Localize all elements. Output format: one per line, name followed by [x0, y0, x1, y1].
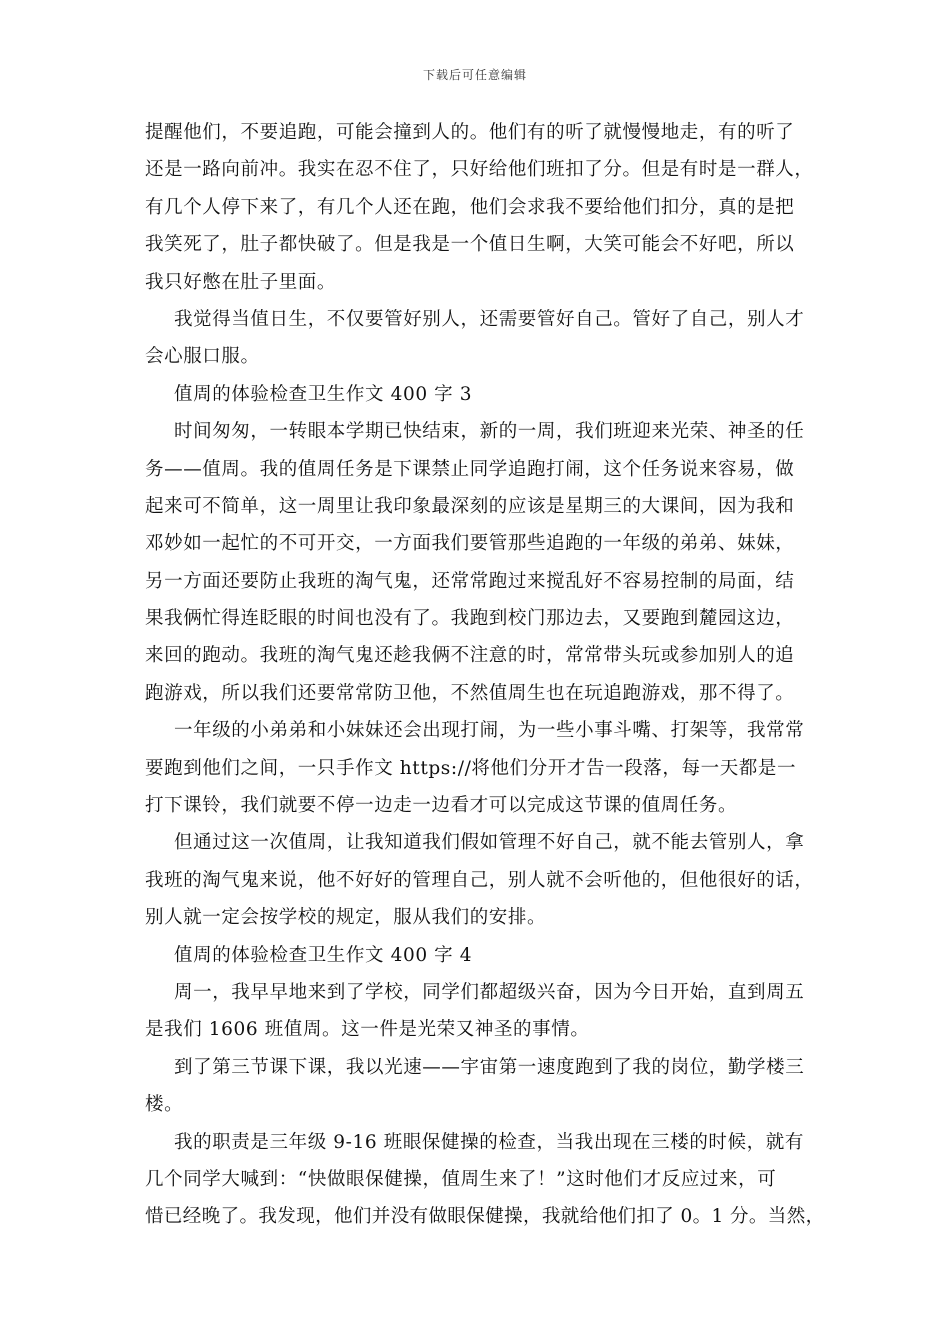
text-line: 到了第三节课下课，我以光速——宇宙第一速度跑到了我的岗位，勤学楼三	[174, 1056, 805, 1078]
text-line: 提醒他们，不要追跑，可能会撞到人的。他们有的听了就慢慢地走，有的听了	[145, 122, 795, 143]
text-line: 我笑死了，肚子都快破了。但是我是一个值日生啊，大笑可能会不好吧，所以	[145, 234, 795, 256]
text-line: 务——值周。我的值周任务是下课禁止同学追跑打闹，这个任务说来容易，做	[145, 458, 795, 480]
text-line: 有几个人停下来了，有几个人还在跑，他们会求我不要给他们扣分，真的是把	[145, 196, 795, 218]
text-line: 果我俩忙得连眨眼的时间也没有了。我跑到校门那边去，又要跑到麓园这边，	[145, 608, 795, 630]
text-line: 时间匆匆，一转眼本学期已快结束，新的一周，我们班迎来光荣、神圣的任	[174, 421, 805, 443]
text-line: 别人就一定会按学校的规定，服从我们的安排。	[145, 907, 547, 929]
text-line: 跑游戏，所以我们还要常常防卫他，不然值周生也在玩追跑游戏，那不得了。	[145, 682, 795, 704]
text-line: 楼。	[145, 1094, 184, 1116]
text-line: 周一，我早早地来到了学校，同学们都超级兴奋，因为今日开始，直到周五	[174, 981, 805, 1003]
text-line: 另一方面还要防止我班的淘气鬼，还常常跑过来搅乱好不容易控制的局面，结	[145, 570, 795, 592]
text-line: 我班的淘气鬼来说，他不好好的管理自己，别人就不会听他的，但他很好的话，	[145, 869, 814, 891]
text-line: 值周的体验检查卫生作文 400 字 4	[174, 944, 473, 966]
text-line: 邓妙如一起忙的不可开交，一方面我们要管那些追跑的一年级的弟弟、妹妹，	[145, 533, 795, 555]
text-line: 来回的跑动。我班的淘气鬼还趁我俩不注意的时，常常带头玩或参加别人的追	[145, 645, 795, 667]
text-line: 还是一路向前冲。我实在忍不住了，只好给他们班扣了分。但是有时是一群人，	[145, 159, 814, 181]
document-body	[145, 114, 825, 1236]
text-line: 起来可不简单，这一周里让我印象最深刻的应该是星期三的大课间，因为我和	[145, 495, 795, 517]
text-line: 是我们 1606 班值周。这一件是光荣又神圣的事情。	[145, 1019, 590, 1041]
text-line: 打下课铃，我们就要不停一边走一边看才可以完成这节课的值周任务。	[145, 795, 738, 817]
text-line: 我只好憋在肚子里面。	[145, 271, 337, 293]
text-line: 我觉得当值日生，不仅要管好别人，还需要管好自己。管好了自己，别人才	[174, 308, 805, 330]
text-line: 值周的体验检查卫生作文 400 字 3	[174, 383, 473, 405]
text-line: 要跑到他们之间，一只手作文 https://将他们分开才告一段落，每一天都是一	[145, 757, 797, 779]
text-line: 几个同学大喊到：“快做眼保健操，值周生来了！”这时他们才反应过来，可	[145, 1168, 777, 1190]
text-line: 我的职责是三年级 9-16 班眼保健操的检查，当我出现在三楼的时候，就有	[174, 1131, 804, 1153]
text-line: 但通过这一次值周，让我知道我们假如管理不好自己，就不能去管别人，拿	[174, 832, 805, 854]
text-line: 惜已经晚了。我发现，他们并没有做眼保健操，我就给他们扣了 0。1 分。当然，	[145, 1206, 825, 1228]
text-line: 会心服口服。	[145, 346, 260, 368]
text-line: 一年级的小弟弟和小妹妹还会出现打闹，为一些小事斗嘴、打架等，我常常	[174, 720, 805, 742]
page-header: 下载后可任意编辑	[422, 68, 527, 82]
